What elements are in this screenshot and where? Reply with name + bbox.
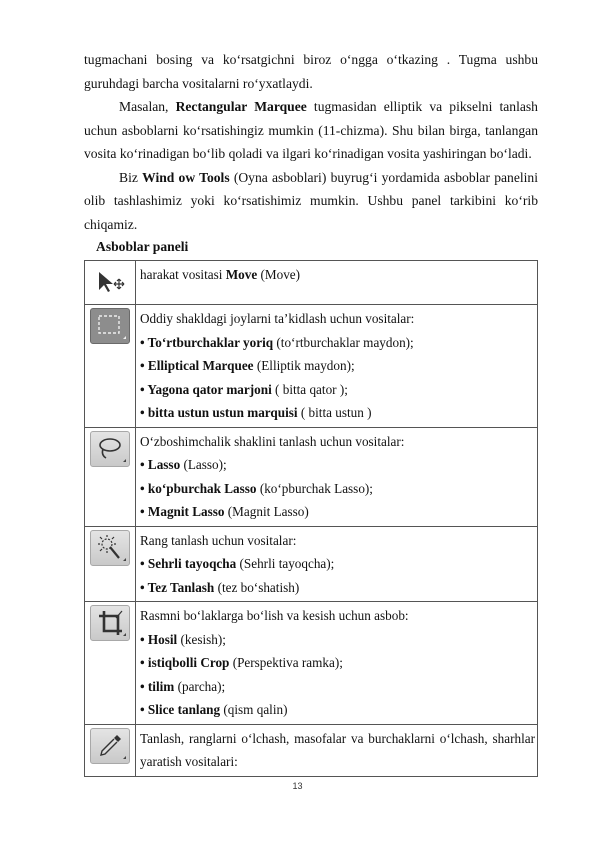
tools-table — [84, 260, 538, 777]
last-row-desc: Tanlash, ranglarni o‘lchash, masofalar va burchaklarni o‘lchash, sharhlar yaratish vositalari: — [136, 724, 538, 776]
magic-wand-icon — [90, 530, 130, 566]
table-row: O‘zboshimchalik shaklini tanlash uchun vositalar: • Lasso (Lasso); • ko‘pburchak Lasso (ko‘pburchak Lasso); • Magnit Lasso (Magnit Lasso) — [85, 427, 538, 526]
table-caption: Asboblar paneli — [96, 239, 189, 254]
table-row — [85, 724, 538, 776]
page-number: 13 — [292, 781, 303, 791]
eyedropper-icon — [90, 728, 130, 764]
table-row: Rang tanlash uchun vositalar: • Sehrli tayoqcha (Sehrli tayoqcha); • Tez Tanlash (tez bo‘shatish) — [85, 526, 538, 602]
bold-term: Rectangular Marquee — [175, 99, 307, 114]
table-row: harakat vositasi Move (Move) — [85, 261, 538, 305]
document-page — [84, 48, 538, 777]
paragraph-3: Biz Wind ow Tools (Oyna asboblari) buyrug‘i yordamida asboblar panelini olib tashlashimiz yoki ko‘rsatishimiz mumkin. Ushbu panel tarkibini ko‘rib chiqamiz. — [84, 169, 538, 232]
paragraph-2: Masalan, Rectangular Marquee tugmasidan elliptik va pikselni tanlash uchun asboblarni ko‘rsatishingiz mumkin (11-chizma). Shu bilan birga, tanlangan vosita ko‘rinadigan bo‘lib qoladi va ilgari ko‘rinadigan vosita yashiringan bo‘ladi. — [84, 99, 538, 161]
lasso-icon — [90, 431, 130, 467]
move-tool-icon — [91, 264, 129, 298]
crop-icon — [90, 605, 130, 641]
bold-term: Wind ow Tools — [142, 169, 230, 185]
paragraph-1: tugmachani bosing va ko‘rsatgichni biroz o‘ngga o‘tkazing . Tugma ushbu guruhdagi barcha vositalarni ro‘yxatlaydi. — [84, 52, 538, 91]
table-row: Rasmni bo‘laklarga bo‘lish va kesish uchun asbob: • Hosil (kesish); • istiqbolli Crop (Perspektiva ramka); • tilim (parcha); • Slice tanlang (qism qalin) — [85, 602, 538, 725]
rectangular-marquee-icon — [90, 308, 130, 344]
table-row: Oddiy shakldagi joylarni ta’kidlash uchun vositalar: • To‘rtburchaklar yoriq (to‘rtburchaklar maydon); • Elliptical Marquee (Elliptik maydon); • Yagona qator marjoni ( bitta qator ); • bitta ustun ustun marquisi ( bitta ustun ) — [85, 305, 538, 428]
